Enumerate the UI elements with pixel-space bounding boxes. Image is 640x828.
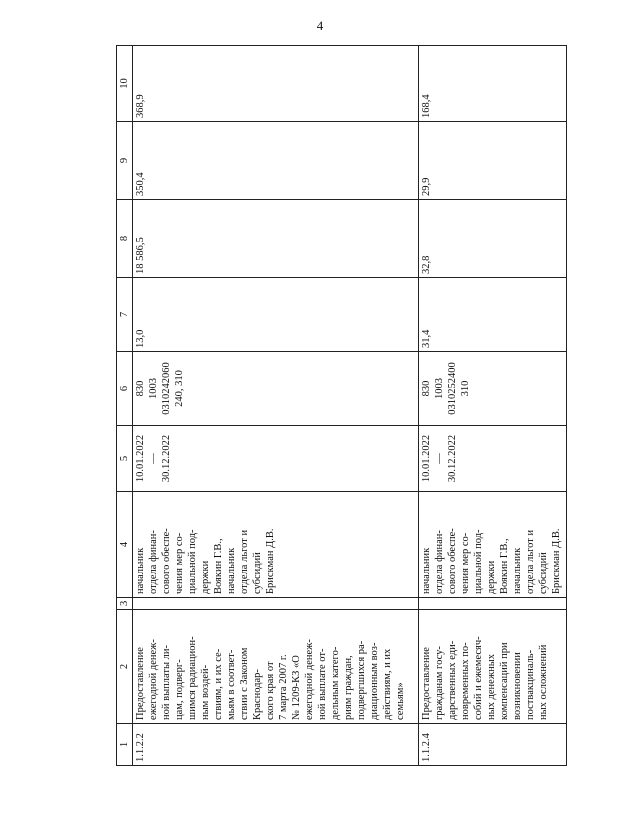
table-row [419,46,567,766]
text-line: начальник [226,547,237,594]
rotated-table-area [116,46,566,766]
code-line: 240, 310 [174,370,185,407]
value-col7: 31,4 [419,278,567,352]
text-line: мьям в соответ- [226,649,237,720]
text-line: ных денежных [486,653,497,720]
text-line: подвергшихся ра- [356,640,367,720]
code-line: 830 [135,380,146,397]
value-col10: 168,4 [419,46,567,122]
header-col-5: 5 [117,426,133,492]
text-line: возникновении [512,652,523,720]
text-line: ствии с Законом [239,647,250,720]
header-col-2: 2 [117,610,133,724]
dates-cell [133,426,419,492]
text-line: ежегодной денеж- [148,639,159,720]
text-line: циальной под- [187,529,198,594]
text-line: дельным катего- [330,646,341,720]
end-date: 30.12.2022 [447,434,458,483]
header-col-10: 10 [117,46,133,122]
text-line: чения мер со- [174,532,185,594]
text-line: шимся радиацион- [187,636,198,720]
text-line: ствиям, и их се- [213,648,224,720]
text-line: 7 марта 2007 г. [278,654,289,720]
start-date: 10.01.2022 [135,434,146,483]
text-line: циальной под- [473,529,484,594]
text-line: сового обеспе- [161,528,172,594]
text-line: отдела финан- [148,530,159,594]
text-line: № 1209-КЗ «О [291,655,302,720]
col3-cell [133,598,419,610]
text-line: сового обеспе- [447,528,458,594]
executor-cell [133,492,419,598]
text-line: отдела льгот и [239,529,250,594]
text-line: ных осложнений [538,644,549,720]
text-line: держки [200,560,211,594]
dates-cell [419,426,567,492]
text-line: отдела льгот и [525,529,536,594]
header-col-7: 7 [117,278,133,352]
end-date: 30.12.2022 [161,434,172,483]
row-number: 1.1.2.4 [419,724,567,766]
text-line: гражданам госу- [434,646,445,720]
text-line: ным воздей- [200,664,211,720]
program-table [116,45,567,766]
text-line: ежегодной денеж- [304,639,315,720]
code-line: 1003 [148,378,159,399]
text-line: поствакциналь- [525,649,536,720]
text-line: дарственных еди- [447,640,458,720]
measure-name [419,610,567,724]
text-line: новременных по- [460,642,471,720]
value-col9: 29,9 [419,122,567,200]
text-line: начальник [421,547,432,594]
text-line: Воякин Г.В., [213,538,224,594]
text-line: держки [486,560,497,594]
code-line: 0310242060 [161,362,172,415]
value-col8: 18 586,5 [133,200,419,278]
text-line: начальник [512,547,523,594]
text-line: действиям, и их [382,648,393,720]
executor-cell [419,492,567,598]
text-line: цам, подверг- [174,659,185,720]
text-line: ского края от [265,661,276,720]
text-line: Брискман Д.В. [551,528,562,594]
page-number: 4 [316,18,324,33]
value-col10: 368,9 [133,46,419,122]
text-line: компенсаций при [499,642,510,720]
header-col-3: 3 [117,598,133,610]
header-col-4: 4 [117,492,133,598]
row-number: 1.1.2.2 [133,724,419,766]
header-col-9: 9 [117,122,133,200]
text-line: Краснодар- [252,669,263,720]
header-col-1: 1 [117,724,133,766]
text-line: Предоставление [421,647,432,720]
text-line: субсидий [538,552,549,594]
text-line: собий и ежемесяч- [473,636,484,720]
code-line: 310 [460,380,471,397]
budget-codes-cell [133,352,419,426]
value-col9: 350,4 [133,122,419,200]
header-col-6: 6 [117,352,133,426]
text-line: Воякин Г.В., [499,538,510,594]
text-line: диационным воз- [369,642,380,720]
text-line: Предоставление [135,647,146,720]
text-line: чения мер со- [460,532,471,594]
budget-codes-cell [419,352,567,426]
code-line: 0310252400 [447,362,458,415]
table-row [133,46,419,766]
code-line: 830 [421,380,432,397]
date-dash: — [434,453,445,464]
header-row [117,46,133,766]
col3-cell [419,598,567,610]
text-line: субсидий [252,552,263,594]
header-col-8: 8 [117,200,133,278]
date-dash: — [148,453,159,464]
measure-name [133,610,419,724]
text-line: ной выплате от- [317,648,328,720]
value-col8: 32,8 [419,200,567,278]
text-line: начальник [135,547,146,594]
rotated-table-container [116,46,566,766]
code-line: 1003 [434,378,445,399]
text-line: риям граждан, [343,655,354,720]
start-date: 10.01.2022 [421,434,432,483]
text-line: Брискман Д.В. [265,528,276,594]
text-line: семьям» [395,682,406,720]
value-col7: 13,0 [133,278,419,352]
text-line: отдела финан- [434,530,445,594]
text-line: ной выплаты ли- [161,645,172,720]
